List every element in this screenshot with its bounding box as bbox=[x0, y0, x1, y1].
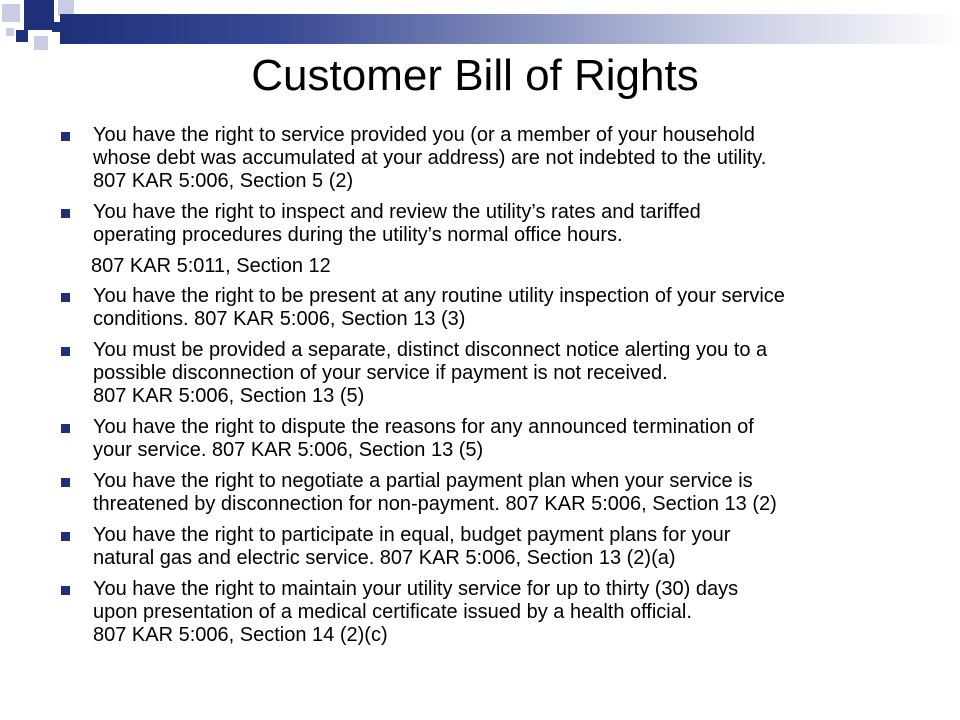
square-bullet-icon bbox=[61, 586, 70, 595]
bullet-text: possible disconnection of your service if payment is not received. bbox=[93, 362, 668, 384]
corner-square-light bbox=[6, 28, 14, 36]
square-bullet-icon bbox=[61, 293, 70, 302]
square-bullet-icon bbox=[61, 347, 70, 356]
standalone-reference: 807 KAR 5:011, Section 12 bbox=[91, 255, 331, 277]
corner-square-dark bbox=[24, 0, 54, 30]
bullet-item bbox=[60, 201, 940, 247]
bullet-item bbox=[60, 416, 940, 462]
bullet-text: You have the right to negotiate a partial payment plan when your service is bbox=[93, 470, 753, 492]
bullet-text: natural gas and electric service. 807 KAR 5:006, Section 13 (2)(a) bbox=[93, 547, 676, 569]
bullet-item bbox=[60, 470, 940, 516]
square-bullet-icon bbox=[61, 532, 70, 541]
bullet-item bbox=[60, 285, 940, 331]
bullet-text: You have the right to be present at any routine utility inspection of your service bbox=[93, 285, 785, 307]
bullet-text: You have the right to service provided you (or a member of your household bbox=[93, 124, 755, 146]
bullet-text: 807 KAR 5:006, Section 13 (5) bbox=[93, 385, 365, 407]
bullet-item bbox=[60, 124, 940, 193]
slide-title: Customer Bill of Rights bbox=[251, 51, 699, 100]
bullet-text: conditions. 807 KAR 5:006, Section 13 (3) bbox=[93, 308, 466, 330]
bullet-text: 807 KAR 5:006, Section 14 (2)(c) bbox=[93, 624, 388, 646]
bullet-text: upon presentation of a medical certificate issued by a health official. bbox=[93, 601, 692, 623]
bullet-text: whose debt was accumulated at your address) are not indebted to the utility. bbox=[93, 147, 767, 169]
bullet-item bbox=[60, 578, 940, 647]
bullet-text: your service. 807 KAR 5:006, Section 13 (5) bbox=[93, 439, 484, 461]
bullet-list bbox=[60, 124, 940, 653]
bullet-item bbox=[60, 524, 940, 570]
square-bullet-icon bbox=[61, 209, 70, 218]
square-bullet-icon bbox=[61, 478, 70, 487]
bullet-text: You have the right to dispute the reasons for any announced termination of bbox=[93, 416, 754, 438]
corner-square-dark bbox=[16, 30, 28, 42]
corner-square-light bbox=[2, 4, 20, 22]
bullet-text: operating procedures during the utility’s normal office hours. bbox=[93, 224, 623, 246]
bullet-text: You have the right to participate in equal, budget payment plans for your bbox=[93, 524, 731, 546]
bullet-item bbox=[60, 339, 940, 408]
bullet-text: threatened by disconnection for non-payment. 807 KAR 5:006, Section 13 (2) bbox=[93, 493, 777, 515]
bullet-text: 807 KAR 5:006, Section 5 (2) bbox=[93, 170, 354, 192]
bullet-text: You have the right to inspect and review the utility’s rates and tariffed bbox=[93, 201, 701, 223]
header-gradient-bar bbox=[60, 14, 960, 44]
bullet-text: You must be provided a separate, distinct disconnect notice alerting you to a bbox=[93, 339, 768, 361]
bullet-text: You have the right to maintain your utility service for up to thirty (30) days bbox=[93, 578, 739, 600]
square-bullet-icon bbox=[61, 132, 70, 141]
square-bullet-icon bbox=[61, 424, 70, 433]
